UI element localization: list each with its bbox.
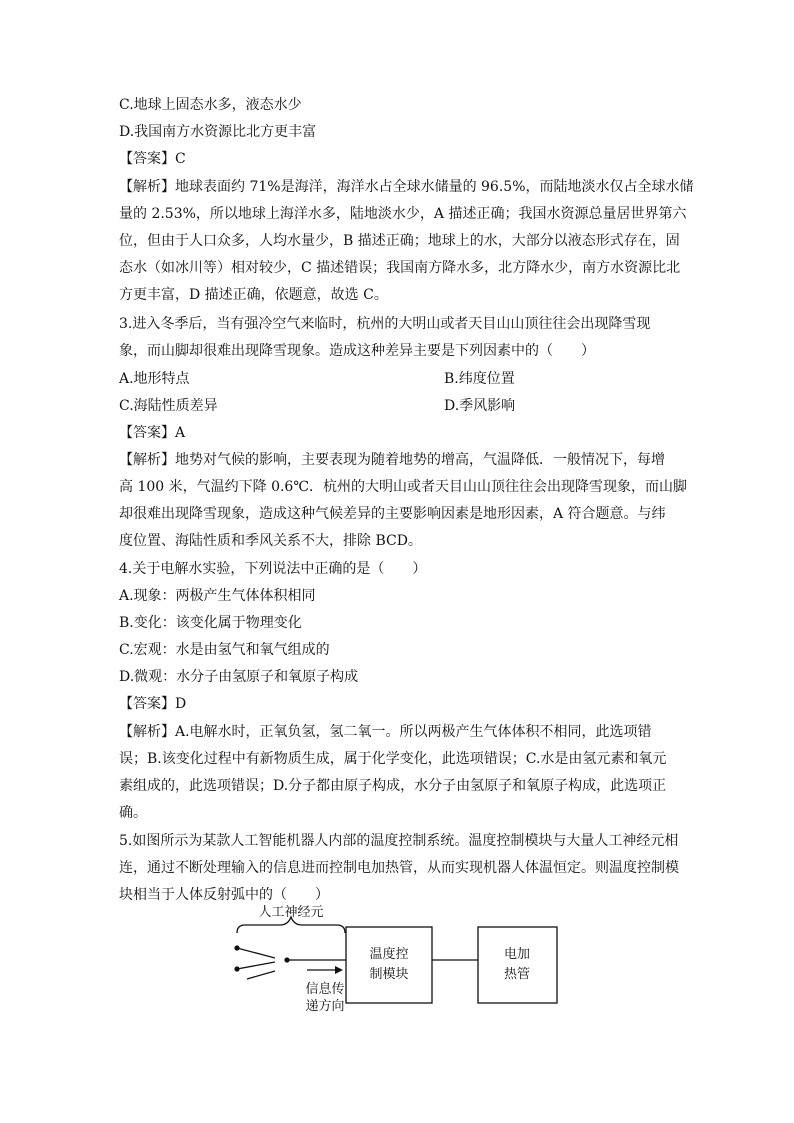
q2-answer: 【答案】C — [119, 151, 186, 167]
q4-analysis-line: 【解析】A.电解水时，正氧负氢，氢二氧一。所以两极产生气体体积不相同，此选项错 — [119, 724, 652, 740]
q2-option-d: D.我国南方水资源比北方更丰富 — [119, 124, 317, 140]
q4-analysis-line: 素组成的，此选项错误；D.分子都由原子构成，水分子由氢原子和氧原子构成，此选项正 — [119, 778, 667, 794]
q3-option-a: A.地形特点 — [119, 371, 190, 387]
neuron-line — [247, 971, 275, 979]
q5-stem-line: 5.如图所示为某款人工智能机器人内部的温度控制系统。温度控制模块与大量人工神经元相 — [119, 833, 679, 849]
heater-label-line1: 电加 — [503, 947, 531, 962]
module-label-line1: 温度控 — [369, 947, 409, 962]
q2-analysis-line: 方更丰富，D 描述正确，依题意，故选 C。 — [119, 287, 388, 303]
q3-analysis-line: 【解析】地势对气候的影响，主要表现为随着地势的增高，气温降低．一般情况下，每增 — [119, 452, 665, 468]
q5-stem-line: 块相当于人体反射弧中的（ ） — [119, 887, 329, 903]
temperature-control-diagram — [225, 905, 565, 1025]
q2-analysis-line: 【解析】地球表面约 71%是海洋，海洋水占全球水储量的 96.5%，而陆地淡水仅占全球水储 — [119, 179, 694, 195]
q3-option-d: D.季风影响 — [444, 398, 516, 414]
neuron-label: 人工神经元 — [258, 905, 324, 920]
heater-label-line2: 热管 — [503, 967, 531, 982]
q3-analysis-line: 却很难出现降雪现象，造成这种气候差异的主要影响因素是地形因素，A 符合题意。与纬 — [119, 506, 666, 522]
electric-heater-box — [478, 927, 557, 1003]
signal-label-line2: 递方向 — [305, 999, 345, 1014]
signal-label-line1: 信息传 — [305, 982, 345, 997]
q4-option-d: D.微观：水分子由氢原子和氧原子构成 — [119, 669, 359, 685]
neuron-line — [237, 962, 275, 969]
q4-answer: 【答案】D — [119, 696, 187, 712]
q2-option-c: C.地球上固态水多，液态水少 — [119, 97, 302, 113]
q2-analysis-line: 量的 2.53%，所以地球上海洋水多，陆地淡水少，A 描述正确；我国水资源总量居世界第六 — [119, 206, 687, 222]
q3-option-c: C.海陆性质差异 — [119, 398, 218, 414]
q4-stem: 4.关于电解水实验，下列说法中正确的是（ ） — [119, 561, 427, 577]
q4-option-a: A.现象：两极产生气体体积相同 — [119, 588, 316, 604]
q3-stem-line: 3.进入冬季后，当有强冷空气来临时，杭州的大明山或者天目山山顶往往会出现降雪现 — [119, 316, 651, 332]
signal-arrow-head — [335, 966, 343, 974]
q2-analysis-line: 态水（如冰川等）相对较少，C 描述错误；我国南方降水多，北方降水少，南方水资源比北 — [119, 260, 681, 276]
q3-options-row — [119, 369, 689, 389]
q3-option-b: B.纬度位置 — [444, 371, 515, 387]
neuron-line — [237, 948, 275, 958]
q4-analysis-line: 确。 — [119, 805, 147, 821]
q3-analysis-line: 度位置、海陆性质和季风关系不大，排除 BCD。 — [119, 533, 422, 549]
q4-option-b: B.变化：该变化属于物理变化 — [119, 615, 302, 631]
q3-analysis-line: 高 100 米，气温约下降 0.6℃．杭州的大明山或者天目山山顶往往会出现降雪现象，而山脚 — [119, 479, 687, 495]
q4-option-c: C.宏观：水是由氢气和氧气组成的 — [119, 642, 330, 658]
q3-answer: 【答案】A — [119, 425, 186, 441]
q3-stem-line: 象，而山脚却很难出现降雪现象。造成这种差异主要是下列因素中的（ ） — [119, 343, 595, 359]
q5-stem-line: 连，通过不断处理输入的信息进而控制电加热管，从而实现机器人体温恒定。则温度控制模 — [119, 860, 679, 876]
q3-options-row — [119, 396, 689, 416]
q2-analysis-line: 位，但由于人口众多，人均水量少，B 描述正确；地球上的水，大部分以液态形式存在，固 — [119, 233, 680, 249]
temperature-control-module-box — [346, 927, 432, 1003]
q4-analysis-line: 误；B.该变化过程中有新物质生成，属于化学变化，此选项错误；C.水是由氢元素和氧元 — [119, 751, 667, 767]
module-label-line2: 制模块 — [369, 967, 409, 982]
